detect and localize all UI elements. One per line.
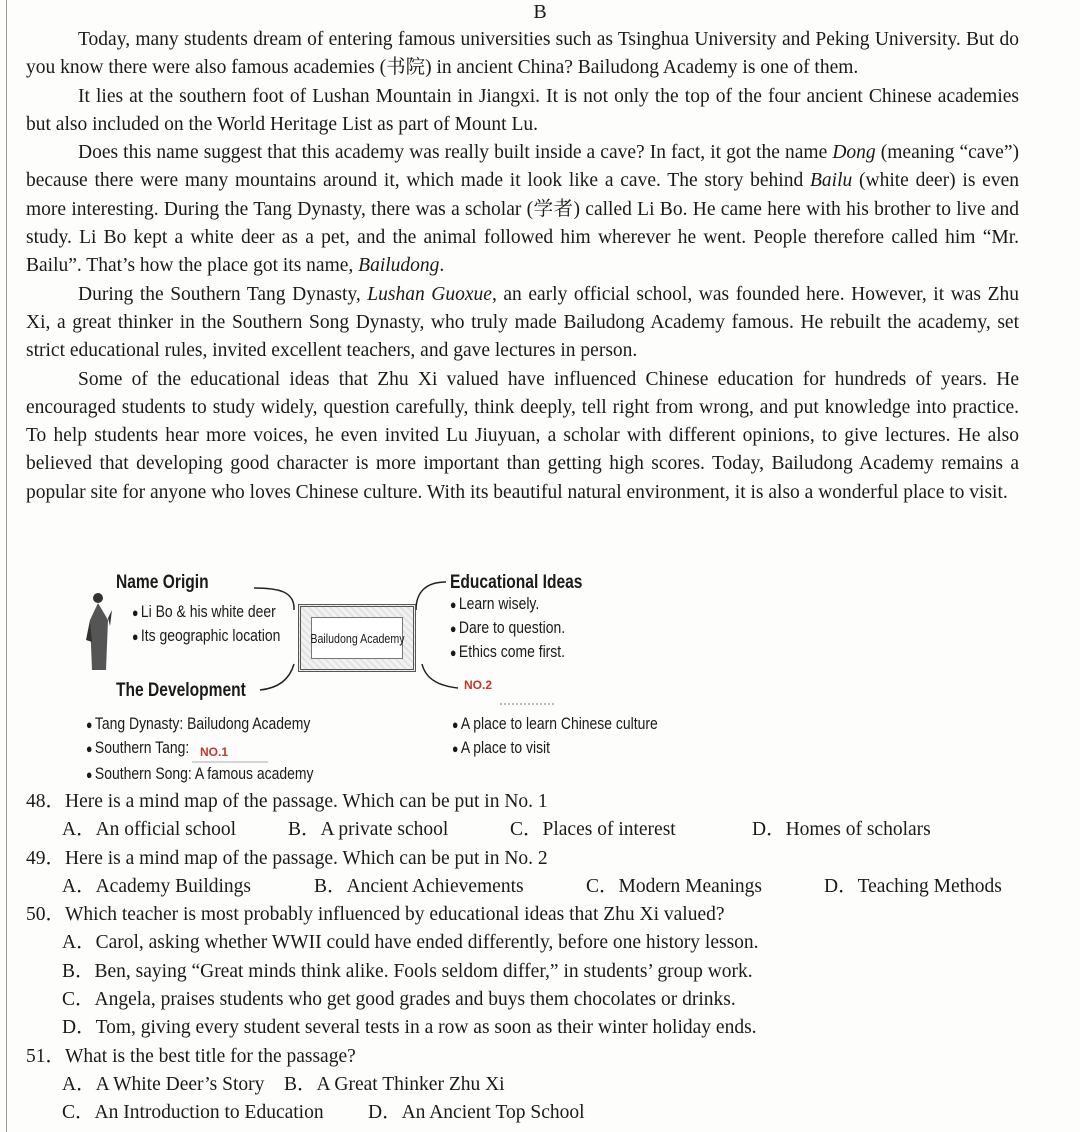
answer-option[interactable]: A．A White Deer’s Story [62,1073,265,1095]
passage-paragraph [26,366,1019,507]
educational-idea-item: ● Learn wisely. [450,594,540,613]
development-item: ● Southern Song: A famous academy [86,764,314,783]
paragraph-text: , an early official school, was founded here. However, it was Zhu Xi, a great thinker in the Southern Song Dynasty, who truly made Bailudong Academy famous. He rebuilt the academy, set strict educational rules, invited excellent teachers, and gave lectures in person. [26,283,1020,362]
options-row [26,958,1046,986]
options-row [26,873,1046,901]
paragraph-text: . [439,255,445,277]
name-origin-title: Name Origin [116,572,209,593]
italic-term: Lushan Guoxue [367,283,492,305]
paragraph-text: Today, many students dream of entering famous universities such as Tsinghua University and Peking University. But do you know there were also famous academies (书院) in ancient China? Bailudong Academy is one of them. [26,29,1019,79]
answer-option[interactable]: A．Carol, asking whether WWII could have ended differently, before one history lesson. [62,932,759,954]
development-title: The Development [116,680,246,701]
question-stem: 49．Here is a mind map of the passage. Which can be put in No. 2 [26,847,548,869]
passage-paragraph [26,281,1019,366]
paragraph-text: (white deer) is even more interesting. During the Tang Dynasty, there was a scholar (学者) called Li Bo. He came here with his brother to live and study. Li Bo kept a white deer as a pet, and the animal followed him wherever he went. People therefore called him “Mr. Bailu”. That’s how the place got its name, [26,170,1019,277]
no2-item: ● A place to visit [452,738,551,757]
paragraph-text: (meaning “cave”) because there were many mountains around it, which made it look like a cave. The story behind [26,142,1019,192]
educational-idea-item: ● Ethics come first. [450,642,566,661]
bullet-dot-icon: ● [450,645,457,660]
paragraph-text: Some of the educational ideas that Zhu Xi valued have influenced Chinese education for hundreds of years. He encouraged students to study widely, question carefully, think deeply, tell right from wrong, and put knowledge into practice. To help students hear more voices, he even invited Lu Jiuyuan, a scholar with different opinions, to give lectures. He also believed that developing good character is more important than getting high scores. Today, Bailudong Academy remains a popular site for anyone who loves Chinese culture. With its beautiful natural environment, it is also a wonderful place to visit. [26,368,1019,503]
no2-item: ● A place to learn Chinese culture [452,714,658,733]
center-node [298,604,416,672]
bullet-dot-icon: ● [132,605,139,620]
answer-option[interactable]: B．A private school [288,819,449,841]
question-stem: 48．Here is a mind map of the passage. Which can be put in No. 1 [26,791,548,812]
paragraph-text: It lies at the southern foot of Lushan Mountain in Jiangxi. It is not only the top of the four ancient Chinese academies but also included on the World Heritage List as part of Mount Lu. [26,85,1019,135]
answer-option[interactable]: B．A Great Thinker Zhu Xi [284,1073,505,1095]
educational-ideas-title: Educational Ideas [450,572,583,593]
answer-option[interactable]: D．An Ancient Top School [368,1102,585,1124]
question-list [26,788,1046,1128]
name-origin-item: ● Li Bo & his white deer [132,602,276,621]
bullet-dot-icon: ● [450,597,457,612]
answer-option[interactable]: C．Places of interest [510,819,676,841]
answer-option[interactable]: A．Academy Buildings [62,875,252,897]
development-item: ● Tang Dynasty: Bailudong Academy [86,714,311,733]
answer-option[interactable]: D．Tom, giving every student several tests in a row as soon as their winter holiday ends. [62,1017,757,1039]
options-row [26,986,1046,1014]
scholar-figure-icon [86,590,112,672]
question-stem: 51．What is the best title for the passage? [26,1045,356,1067]
reading-passage [26,26,1019,507]
passage-paragraph [26,139,1019,280]
answer-option[interactable]: D．Teaching Methods [824,875,1002,897]
answer-option[interactable]: C．Modern Meanings [586,875,763,897]
bullet-dot-icon: ● [86,767,93,782]
question-stem: 50．Which teacher is most probably influenced by educational ideas that Zhu Xi valued? [26,904,725,926]
answer-option[interactable]: B．Ancient Achievements [314,875,524,897]
passage-paragraph [26,26,1019,83]
options-row [26,816,1046,844]
options-row [26,1099,1046,1127]
mind-map [80,568,680,788]
answer-option[interactable]: A．An official school [62,819,237,841]
development-item: ● Southern Tang: [86,738,190,757]
passage-paragraph [26,83,1019,140]
options-row [26,929,1046,957]
bullet-dot-icon: ● [86,741,93,756]
page-edge-rule [6,0,7,1132]
options-row [26,1014,1046,1042]
no2-label: NO.2 [464,678,493,692]
bullet-dot-icon: ● [452,717,459,732]
bullet-dot-icon: ● [132,629,139,644]
answer-option[interactable]: C．An Introduction to Education [62,1102,324,1124]
options-row [26,1071,1046,1099]
answer-option[interactable]: C．Angela, praises students who get good grades and buys them chocolates or drinks. [62,989,736,1011]
name-origin-item: ● Its geographic location [132,626,281,645]
italic-term: Bailu [809,170,853,192]
section-letter: B [533,1,547,23]
center-node-label: Bailudong Academy [311,617,403,659]
bullet-dot-icon: ● [86,717,93,732]
answer-option[interactable]: D．Homes of scholars [752,819,931,841]
italic-term: Bailudong [358,255,440,277]
paragraph-text: During the Southern Tang Dynasty, [78,283,368,305]
answer-option[interactable]: B．Ben, saying “Great minds think alike. Fools seldom differ,” in students’ group work. [62,960,753,982]
bullet-dot-icon: ● [450,621,457,636]
italic-term: Dong [832,142,876,164]
paragraph-text: Does this name suggest that this academy was really built inside a cave? In fact, it got the name [78,142,833,164]
educational-idea-item: ● Dare to question. [450,618,566,637]
bullet-dot-icon: ● [452,741,459,756]
no1-label: NO.1 [200,745,229,759]
